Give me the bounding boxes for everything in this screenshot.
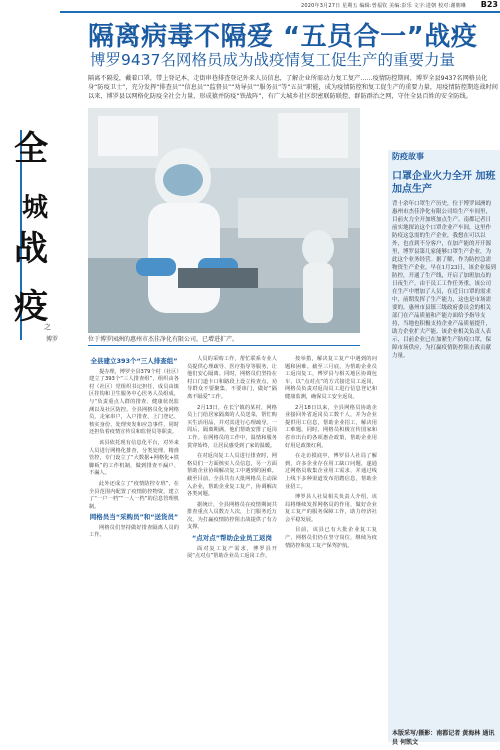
column-title-zhi: 之 xyxy=(44,323,51,331)
article-column-3 xyxy=(285,356,377,553)
column-title-char-4: 疫 xyxy=(14,287,48,327)
article-column-2 xyxy=(187,356,277,564)
article-paragraph: 博罗县人社局相关负责人介绍，该局将继续发挥网格员的作用，做好企业复工复产的服务保障工作，助力经济社会平稳发展。 xyxy=(285,494,377,523)
article-paragraph: 人员的采购工作，帮忙联系专业人员提供心理疏导、医疗指导等服务，让他们安心隔离。同时，网格员们坚持在村口门道卡口和路段上设立检查点，劝导群众不要聚集、不要串门，做好“隔离不隔爱”工作。 xyxy=(187,356,277,400)
page-number: B23 xyxy=(480,0,498,9)
column-title-char-1: 全 xyxy=(14,129,48,169)
article-paragraph: 在走访摸底中，博罗县人社局了解到，许多企业存在用工缺口问题，遂通过网格员收集企业用工需求，并通过线上线下多种渠道发布招聘信息，帮助企业招工。 xyxy=(285,453,377,490)
subheadline: 博罗9437名网格员成为战疫情复工促生产的重要力量 xyxy=(90,51,455,69)
masthead-info: 2020年3月27日 星期五 编辑:曾福钦 美编:彭乐 文字:进朝 校对:谢朝琳 xyxy=(301,3,466,9)
article-paragraph: 此外还成立了“疫情防控专班”，在全县范围内配置了疫情防控物资，建立了“一户一档”“一人一档”的信息管理机制。 xyxy=(89,480,179,510)
article-paragraph: 提办理，博罗全县379个村（社区）建立了393个“三人排查组”，组织由各村（社区）党组织书记担任，成员由镇区挂钩和卫生服务中心医务人员组成，与“负责重点人群的排查、健康状况监测以及社区防控。全县网格员化身网格员，走家串户，入户排查，上门登记、核实身份、处理突发和应急事件，同时还担负着疫情宣传员和监督员等职责。 xyxy=(89,368,179,436)
lead-paragraph: 隔离不隔爱，戴着口罩，带上登记本，走街串巷排查登记外来人员信息，了解企业所需动力复工复产……疫情防控期间，博罗全县9437名网格员化身“防疫卫士”，充分发挥“排查员”“信息员”“监督员”“劝导员”“服务员”等“五员”职能，成为疫情防控和复工促生产的重要力量，用疫情防控期连战时间以来，博罗县以网格化防疫全社会力量，形成猿并防疫“铁战阵”，有广大城乡社区织密联防联控、群防群治之网，守住全县百姓的安全防线。 xyxy=(88,75,498,100)
masthead xyxy=(0,0,500,10)
article-column-1 xyxy=(89,356,179,543)
article-paragraph: 网格员们坚持做好排查隔离人员的工作。 xyxy=(89,524,179,539)
column-title-author: 博罗 xyxy=(46,336,59,343)
section-heading: “点对点”帮助企业员工返岗 xyxy=(191,534,273,543)
article-paragraph: 2月13日，在长宁镇的某村，网格员上门给居家隔离的人员送菜，帮忙购买生活用品，并对其进行心理疏导。一周后，隔离期满，他们帮助安排了返岗工作。在网格员的工作中，温情和服务贯穿始终，让居民感受到了家的温暖。 xyxy=(187,404,277,449)
article-paragraph: 据统计，全县网格员在疫情期间共排查重点人员数万人次，上门服务近万次，为打赢疫情防控阻击战提供了有力支撑。 xyxy=(187,501,277,531)
byline-credit: 本版采写/摄影：南都记者 黄海林 通讯员 何凯文 xyxy=(392,730,495,746)
column-title-char-3: 战 xyxy=(14,229,48,269)
photo-caption: 位于博罗园洲的惠州市杰佳净化有限公司，已增进扩产。 xyxy=(88,334,360,346)
sidebar-title: 口罩企业火力全开 加班加点生产 xyxy=(392,171,496,195)
article-paragraph: 按举措，解决复工复产中遇到的问题和困难。截至三月底，为帮助企业员工返岗复工，博罗县与相关地区协调包车，以“点对点”的方式接送员工返岗，网格员负责对返岗员工进行信息登记和健康监测，确保员工安全返岗。 xyxy=(285,356,377,400)
column-title-char-2: 城 xyxy=(22,193,49,223)
section-heading: 全县建立393个“三人排查组” xyxy=(90,357,178,365)
sidebar-tag: 防疫故事 xyxy=(392,152,424,161)
section-heading: 网格员当“采购员”和“送货员” xyxy=(89,513,179,522)
news-photo xyxy=(88,108,360,333)
article-paragraph: 目前，该县已有大批企业复工复产，网格员们仍在坚守岗位，继续为疫情防控和复工复产保驾护航。 xyxy=(285,527,377,549)
sidebar-body: 背十余年口罩生产历史，位于博罗园洲的惠州市杰佳净化有限公司给生产车间里，目前火力全开加班加点生产。南都记者日前实地探访这个口罩企业产车间，这里作防疫这急需的生产企业，我想在可以以外，也直到不分客户，在加产能的开开源里，博罗县第几家能够口罩生产企业，为此这个业务经营。据了解，作为防控急需物资生产企业，早在1月23日，该企业接到防控，开通了生产线，开启了加班加点的日夜生产。由于员工工作任务重，该公司在生产中增加了人员，在近日口罩的需求中，前期发挥了生产能力，这也是市场需要的。惠州市县镇三级政府委员会的相关部门在产品质量和产能方面给予指导支持，当地也积极支持企业产品质量提升，助力企业扩大产能。该企业相关负责人表示，目前企业已在加紧生产防疫口罩，保障市场供应，为打赢疫情防控阻击战贡献力量。 xyxy=(392,201,496,359)
headline: 隔离病毒不隔爱 “五员合一”战疫 xyxy=(88,22,478,52)
article-paragraph: 面对复工复产需求，博罗县开展“点对点”帮助企业员工返岗工作。 xyxy=(187,545,277,560)
factory-worker-photo xyxy=(88,108,360,333)
top-rule xyxy=(60,11,500,13)
article-paragraph: 2月18日以来，全县网格员协助企业接回外省返岗员工数千人，并为企业提供用工信息，帮助企业招工，解决用工难题。同时，网格员积极宣传国家和省市出台的各项惠企政策，帮助企业用好用足政策红利。 xyxy=(285,404,377,449)
article-paragraph: 在对返岗复工人员进行排查时，网格员们一方面核实人员信息，另一方面帮助企业协调解决复工中遇到的困难。截至目前，全县共有大批网格员主动深入企业，帮助企业复工复产，协调解决各类问题。 xyxy=(187,453,277,498)
article-paragraph: 该县依托现有信息化平台，对外来人员进行网格化排查，分类处理、精准管控，专门设立了“大数据+网格化+铁脚板”的工作机制，做到排查不漏户、不漏人。 xyxy=(89,439,179,477)
